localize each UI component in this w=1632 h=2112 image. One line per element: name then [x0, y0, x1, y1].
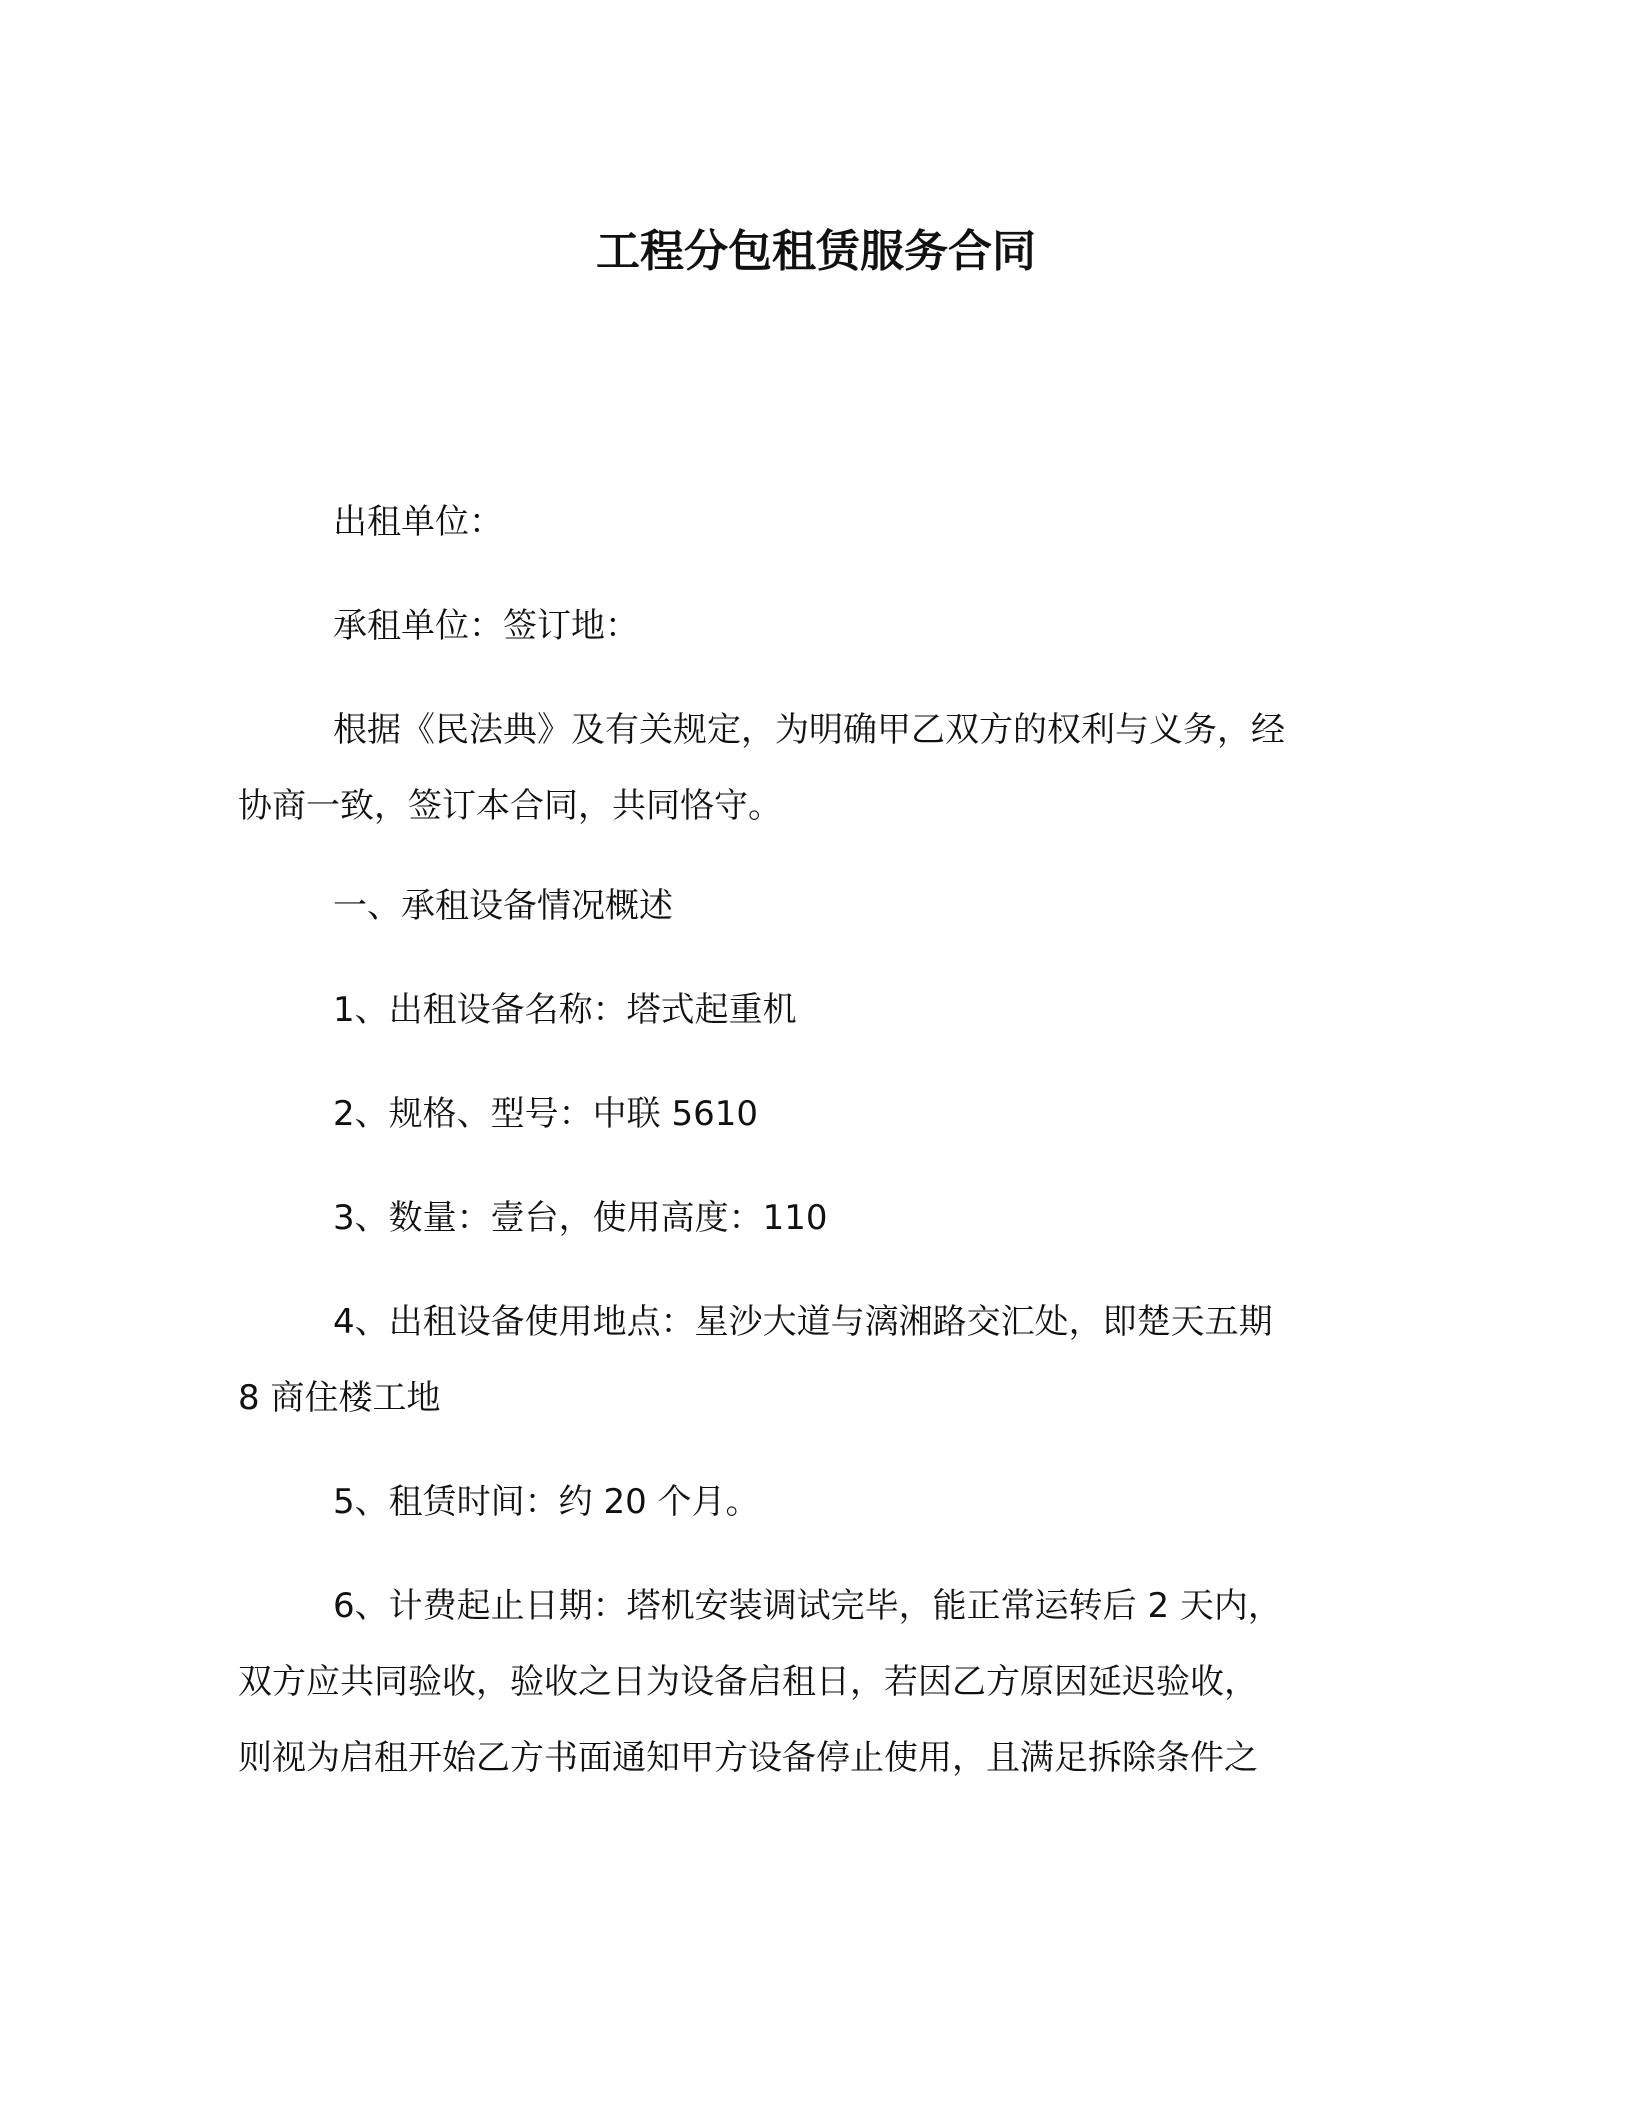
clause-4-line-2: 8 商住楼工地 [238, 1378, 441, 1418]
clause-3: 3、数量：壹台，使用高度：110 [333, 1198, 828, 1238]
clause-5: 5、租赁时间：约 20 个月。 [333, 1482, 760, 1522]
clause-6-line-3: 则视为启租开始乙方书面通知甲方设备停止使用，且满足拆除条件之 [238, 1738, 1258, 1778]
clause-6-line-2: 双方应共同验收，验收之日为设备启租日，若因乙方原因延迟验收， [238, 1662, 1258, 1702]
clause-4-line-1: 4、出租设备使用地点：星沙大道与漓湘路交汇处，即楚天五期 [333, 1302, 1273, 1342]
section-heading: 一、承租设备情况概述 [333, 886, 673, 926]
preamble-line-2: 协商一致，签订本合同，共同恪守。 [238, 786, 782, 826]
lessor-line: 出租单位： [333, 502, 503, 542]
lessee-signing-place-line: 承租单位：签订地： [333, 606, 639, 646]
document-title: 工程分包租赁服务合同 [596, 226, 1036, 277]
preamble-line-1: 根据《民法典》及有关规定，为明确甲乙双方的权利与义务，经 [333, 710, 1285, 750]
clause-2: 2、规格、型号：中联 5610 [333, 1094, 758, 1134]
clause-6-line-1: 6、计费起止日期：塔机安装调试完毕，能正常运转后 2 天内， [333, 1586, 1282, 1626]
clause-1: 1、出租设备名称：塔式起重机 [333, 990, 797, 1030]
